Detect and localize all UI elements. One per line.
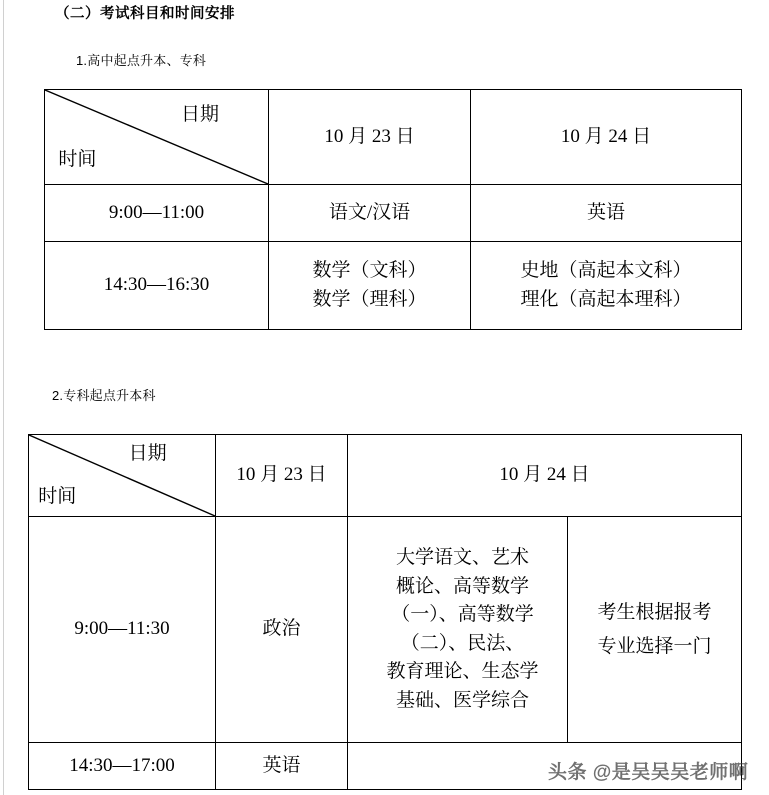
table1-row2-oct23-line1: 数学（文科） — [312, 260, 427, 281]
table2-header-oct23: 10 月 23 日 — [216, 435, 348, 517]
table2-header-oct24: 10 月 24 日 — [348, 435, 742, 517]
exam-schedule-table-gaoqi — [44, 89, 742, 330]
table1-header-oct23: 10 月 23 日 — [269, 90, 471, 185]
table1-row2-oct24 — [471, 242, 742, 330]
table-row — [45, 90, 742, 185]
table1-row2-oct23-line2: 数学（理科） — [312, 288, 427, 310]
table2-row2-oct23: 英语 — [216, 743, 348, 790]
table1-row2-oct23 — [269, 242, 471, 330]
table-row — [29, 517, 742, 743]
table1-row2-oct24-line1: 史地（高起本文科） — [520, 260, 692, 281]
table1-caption: 1.高中起点升本、专科 — [76, 53, 207, 68]
table2-row1-time: 9:00—11:30 — [29, 517, 216, 743]
table1-row1-oct24: 英语 — [471, 185, 742, 242]
page-edge-rule — [3, 0, 4, 795]
subject-line: 基础、医学综合 — [395, 689, 529, 711]
table1-row2-oct24-line2: 理化（高起本理科） — [520, 288, 692, 310]
page-title: （二）考试科目和时间安排 — [55, 6, 235, 22]
table1-corner-header — [45, 90, 269, 185]
table2-row1-note — [568, 517, 742, 743]
table1-header-oct24: 10 月 24 日 — [471, 90, 742, 185]
table2-row1-subject-list — [348, 517, 568, 743]
exam-schedule-table-zhuanqi — [28, 434, 742, 790]
corner-date-label: 日期 — [128, 442, 167, 464]
corner-date-label: 日期 — [180, 104, 219, 126]
note-line2: 专业选择一门 — [597, 635, 712, 657]
subject-line: 教育理论、生态学 — [386, 661, 539, 682]
table2-row2-time: 14:30—17:00 — [29, 743, 216, 790]
subject-line: 概论、高等数学 — [395, 575, 529, 597]
table1-row1-oct23: 语文/汉语 — [269, 185, 471, 242]
corner-time-label: 时间 — [58, 149, 97, 171]
table2-corner-header — [29, 435, 216, 517]
table-row — [45, 185, 742, 242]
subject-line: （一）、高等数学 — [391, 604, 534, 625]
watermark-label: 头条 @是吴吴吴老师啊 — [548, 762, 749, 783]
table1-row1-time: 9:00—11:00 — [45, 185, 269, 242]
note-line1: 考生根据报考 — [597, 602, 712, 624]
table2-row1-oct23: 政治 — [216, 517, 348, 743]
table1-row2-time: 14:30—16:30 — [45, 242, 269, 330]
table-row — [45, 242, 742, 330]
table2-caption: 2.专科起点升本科 — [52, 388, 156, 403]
corner-time-label: 时间 — [38, 485, 77, 507]
subject-line: （二）、民法、 — [400, 632, 525, 654]
subject-line: 大学语文、艺术 — [395, 547, 529, 568]
table-row — [29, 435, 742, 517]
